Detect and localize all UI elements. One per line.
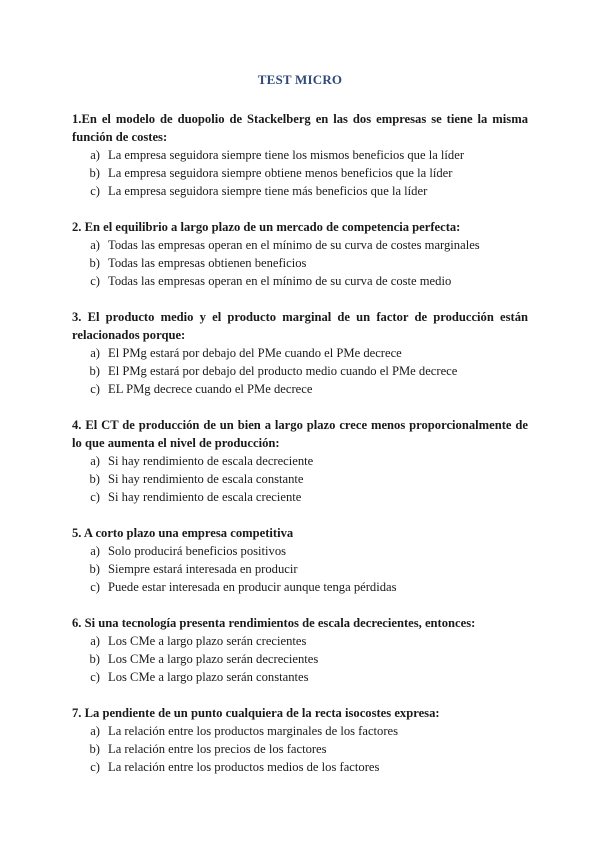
question-4 xyxy=(72,416,528,506)
option-text: La relación entre los precios de los factores xyxy=(108,742,327,756)
option-text: El PMg estará por debajo del producto medio cuando el PMe decrece xyxy=(108,364,458,378)
answer-option xyxy=(72,362,528,380)
option-text: EL PMg decrece cuando el PMe decrece xyxy=(108,382,313,396)
answer-option xyxy=(72,578,528,596)
option-letter: c) xyxy=(90,760,100,774)
option-text: Los CMe a largo plazo serán crecientes xyxy=(108,634,307,648)
answer-option xyxy=(72,146,528,164)
question-2 xyxy=(72,218,528,290)
option-text: Si hay rendimiento de escala constante xyxy=(108,472,304,486)
answer-option xyxy=(72,452,528,470)
option-letter: a) xyxy=(90,238,100,252)
option-text: Si hay rendimiento de escala decreciente xyxy=(108,454,314,468)
question-text: 3. El producto medio y el producto marginal de un factor de producción están relacionados porque: xyxy=(72,310,528,342)
question-text: 5. A corto plazo una empresa competitiva xyxy=(72,526,294,540)
option-letter: c) xyxy=(90,274,100,288)
question-text: 2. En el equilibrio a largo plazo de un mercado de competencia perfecta: xyxy=(72,220,461,234)
question-text: 7. La pendiente de un punto cualquiera de la recta isocostes expresa: xyxy=(72,706,440,720)
answer-options xyxy=(72,344,528,398)
option-letter: b) xyxy=(89,562,100,576)
option-letter: c) xyxy=(90,382,100,396)
question-text: 4. El CT de producción de un bien a largo plazo crece menos proporcionalmente de lo que aumenta el nivel de producción: xyxy=(72,418,528,450)
option-letter: b) xyxy=(89,472,100,486)
option-letter: c) xyxy=(90,670,100,684)
question-1 xyxy=(72,110,528,200)
question-7 xyxy=(72,704,528,776)
answer-option xyxy=(72,542,528,560)
answer-options xyxy=(72,236,528,290)
answer-option xyxy=(72,488,528,506)
question-3 xyxy=(72,308,528,398)
question-text: 6. Si una tecnología presenta rendimientos de escala decrecientes, entonces: xyxy=(72,616,476,630)
option-text: Si hay rendimiento de escala creciente xyxy=(108,490,302,504)
option-text: Puede estar interesada en producir aunque tenga pérdidas xyxy=(108,580,397,594)
answer-option xyxy=(72,650,528,668)
answer-options xyxy=(72,452,528,506)
answer-option xyxy=(72,560,528,578)
option-text: Los CMe a largo plazo serán decrecientes xyxy=(108,652,319,666)
answer-option xyxy=(72,668,528,686)
option-letter: a) xyxy=(90,634,100,648)
option-letter: a) xyxy=(90,346,100,360)
answer-option xyxy=(72,758,528,776)
question-6 xyxy=(72,614,528,686)
question-text: 1.En el modelo de duopolio de Stackelberg en las dos empresas se tiene la misma función de costes: xyxy=(72,112,528,144)
option-letter: b) xyxy=(89,742,100,756)
option-letter: c) xyxy=(90,580,100,594)
answer-option xyxy=(72,740,528,758)
option-text: La relación entre los productos marginales de los factores xyxy=(108,724,399,738)
answer-options xyxy=(72,146,528,200)
option-text: La empresa seguidora siempre obtiene menos beneficios que la líder xyxy=(108,166,453,180)
answer-options xyxy=(72,632,528,686)
option-letter: a) xyxy=(90,724,100,738)
option-text: La empresa seguidora siempre tiene más beneficios que la líder xyxy=(108,184,428,198)
answer-option xyxy=(72,722,528,740)
answer-option xyxy=(72,632,528,650)
page-title: TEST MICRO xyxy=(257,72,343,87)
option-letter: b) xyxy=(89,256,100,270)
option-letter: b) xyxy=(89,166,100,180)
answer-option xyxy=(72,470,528,488)
answer-option xyxy=(72,236,528,254)
option-text: Los CMe a largo plazo serán constantes xyxy=(108,670,309,684)
answer-option xyxy=(72,272,528,290)
answer-option xyxy=(72,164,528,182)
option-letter: c) xyxy=(90,184,100,198)
answer-options xyxy=(72,542,528,596)
answer-options xyxy=(72,722,528,776)
answer-option xyxy=(72,182,528,200)
question-list xyxy=(72,110,528,794)
option-letter: c) xyxy=(90,490,100,504)
option-letter: a) xyxy=(90,454,100,468)
option-text: Todas las empresas obtienen beneficios xyxy=(108,256,307,270)
answer-option xyxy=(72,344,528,362)
option-text: El PMg estará por debajo del PMe cuando el PMe decrece xyxy=(108,346,402,360)
question-5 xyxy=(72,524,528,596)
answer-option xyxy=(72,380,528,398)
option-text: Siempre estará interesada en producir xyxy=(108,562,298,576)
option-letter: a) xyxy=(90,544,100,558)
option-text: Solo producirá beneficios positivos xyxy=(108,544,287,558)
option-text: La relación entre los productos medios de los factores xyxy=(108,760,380,774)
option-letter: b) xyxy=(89,364,100,378)
answer-option xyxy=(72,254,528,272)
option-text: Todas las empresas operan en el mínimo de su curva de coste medio xyxy=(108,274,452,288)
option-letter: b) xyxy=(89,652,100,666)
option-letter: a) xyxy=(90,148,100,162)
option-text: La empresa seguidora siempre tiene los mismos beneficios que la líder xyxy=(108,148,465,162)
option-text: Todas las empresas operan en el mínimo de su curva de costes marginales xyxy=(108,238,480,252)
